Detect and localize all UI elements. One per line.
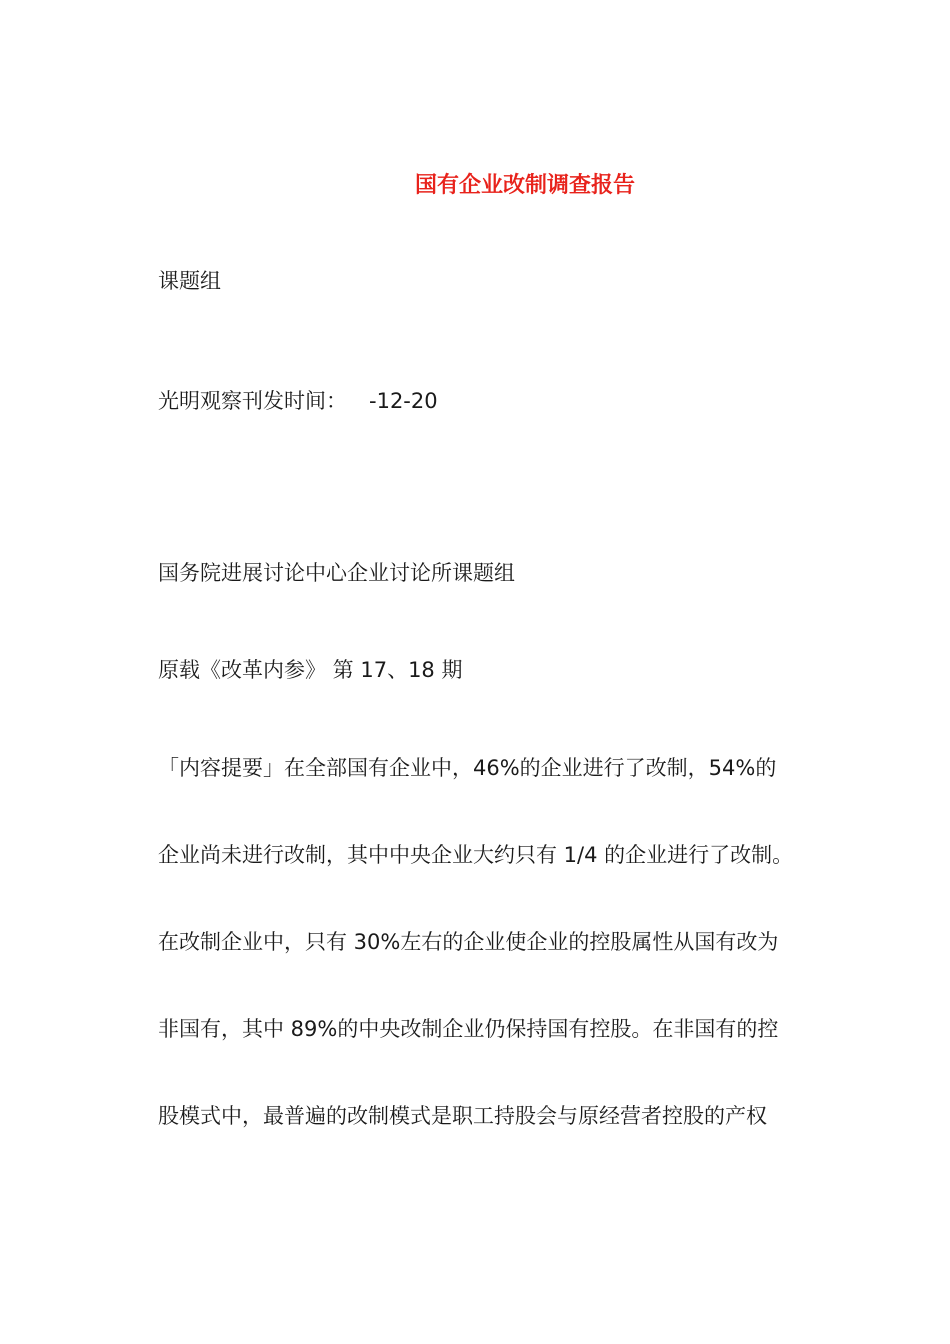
- body-line: 企业尚未进行改制，其中中央企业大约只有 1/4 的企业进行了改制。: [158, 843, 794, 867]
- publish-label: 光明观察刊发时间：: [158, 389, 347, 413]
- author-group: 课题组: [158, 269, 221, 293]
- organization: 国务院进展讨论中心企业讨论所课题组: [158, 561, 515, 585]
- source-note: 原载《改革内参》 第 17、18 期: [158, 658, 463, 682]
- body-line: 「内容提要」在全部国有企业中，46%的企业进行了改制，54%的: [158, 756, 777, 780]
- publish-date: -12-20: [369, 389, 438, 413]
- document-title: 国有企业改制调查报告: [414, 173, 635, 198]
- publish-info: [158, 386, 438, 416]
- body-line: 股模式中，最普遍的改制模式是职工持股会与原经营者控股的产权: [158, 1104, 767, 1128]
- body-line: 非国有，其中 89%的中央改制企业仍保持国有控股。在非国有的控: [158, 1017, 779, 1041]
- body-line: 在改制企业中，只有 30%左右的企业使企业的控股属性从国有改为: [158, 930, 779, 954]
